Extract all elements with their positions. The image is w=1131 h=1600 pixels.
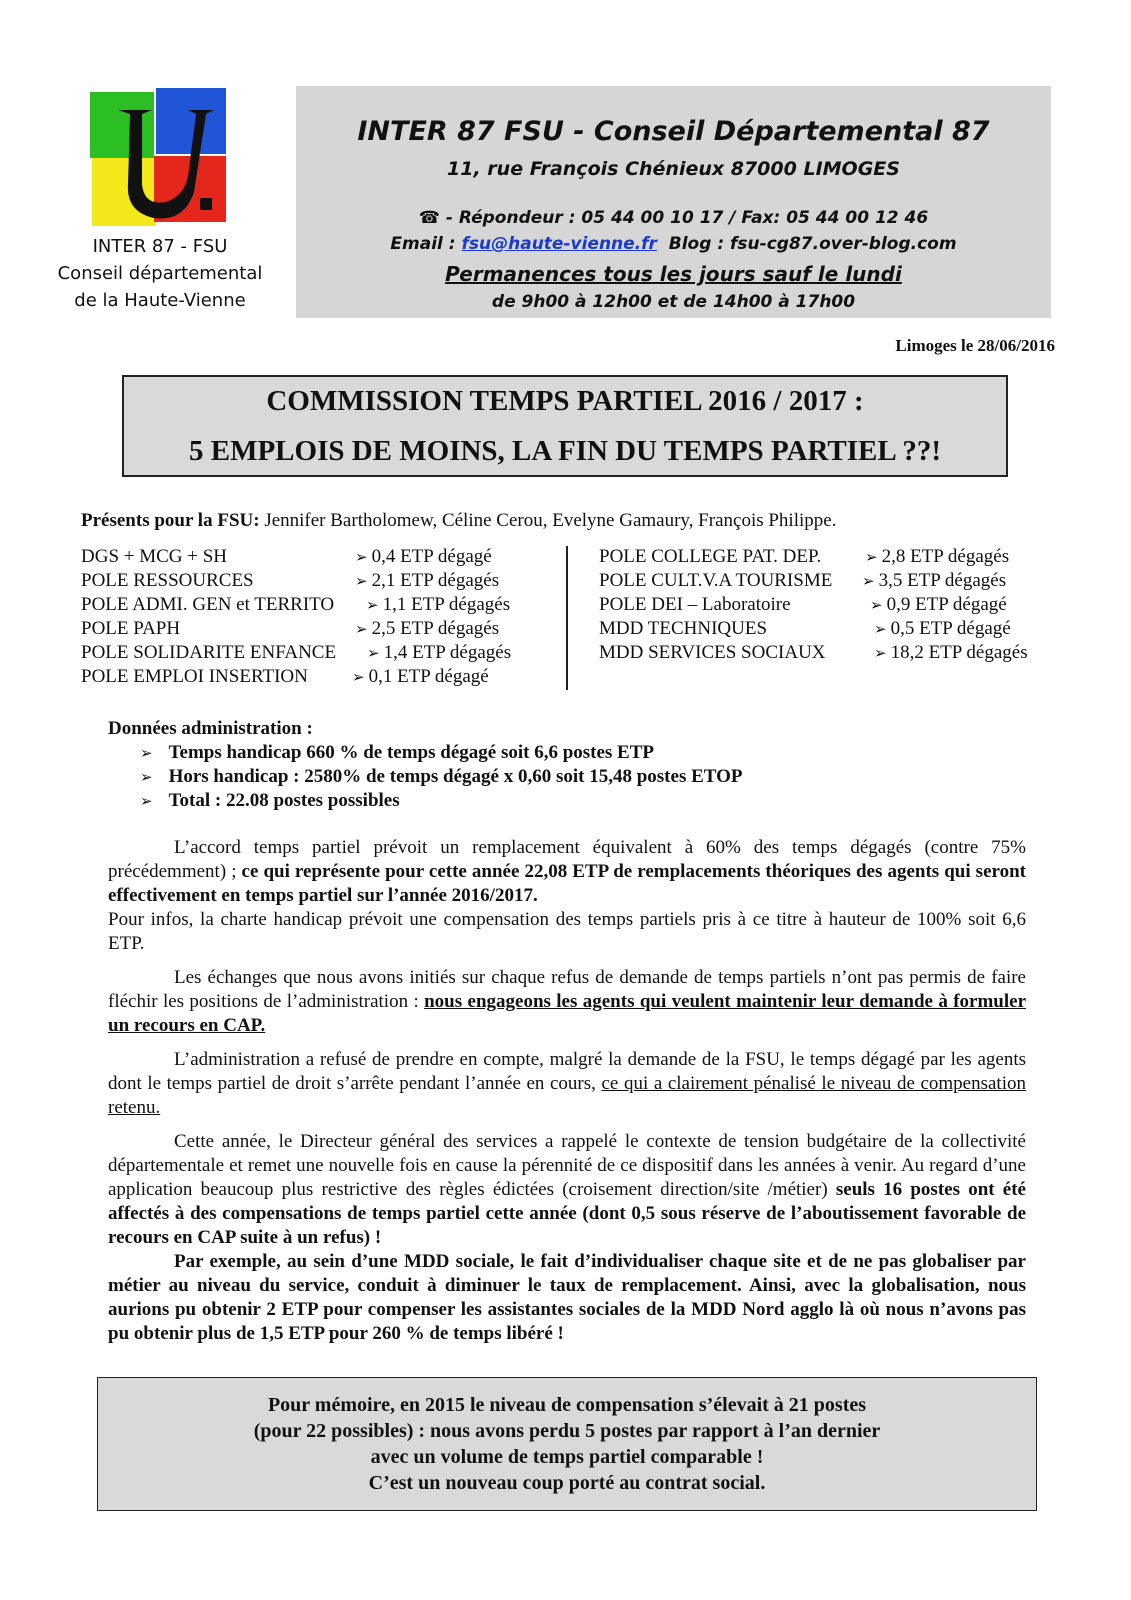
donnees-item: ➢ Hors handicap : 2580% de temps dégagé x 0,60 soit 15,48 postes ETOP xyxy=(140,766,743,787)
pole-value: ➢ 1,1 ETP dégagés xyxy=(366,594,511,615)
logo-caption-line2: Conseil départemental xyxy=(57,263,263,284)
pole-value: ➢ 2,5 ETP dégagés xyxy=(355,618,500,639)
logo-blue-square xyxy=(156,88,226,154)
paragraph-3: L’administration a refusé de prendre en compte, malgré la demande de la FSU, le temps dégagé par les agents dont le temps partiel de droit s’arrête pendant l’année en cours, ce qui a clairement pénalisé le niveau de compensation retenu. xyxy=(108,1049,1026,1118)
header-address: 11, rue François Chénieux 87000 LIMOGES xyxy=(447,158,900,180)
logo-dot xyxy=(200,198,212,210)
memo-line: avec un volume de temps partiel comparable ! xyxy=(370,1446,764,1468)
arrow-icon: ➢ xyxy=(355,620,368,638)
presents-line xyxy=(81,510,836,532)
pole-value: ➢ 1,4 ETP dégagés xyxy=(367,642,512,663)
pole-name: POLE PAPH xyxy=(81,618,181,639)
pole-value: ➢ 0,4 ETP dégagé xyxy=(355,546,492,567)
pole-name: POLE SOLIDARITE ENFANCE xyxy=(81,642,337,663)
logo-green-square xyxy=(90,92,154,158)
memo-line: C’est un nouveau coup porté au contrat social. xyxy=(368,1472,766,1494)
memo-line: Pour mémoire, en 2015 le niveau de compensation s’élevait à 21 postes xyxy=(267,1394,867,1416)
donnees-item: ➢ Total : 22.08 postes possibles xyxy=(140,790,400,811)
arrow-icon: ➢ xyxy=(140,744,153,762)
pole-name: MDD TECHNIQUES xyxy=(599,618,768,639)
arrow-icon: ➢ xyxy=(367,644,380,662)
donnees-item: ➢ Temps handicap 660 % de temps dégagé soit 6,6 postes ETP xyxy=(140,742,655,763)
paragraph-4: Cette année, le Directeur général des services a rappelé le contexte de tension budgétaire de la collectivité départementale et remet une nouvelle fois en cause la pérennité de ce dispositif dans les années à venir. Au regard d’une application beaucoup plus restrictive des règles édictées (croisement direction/site /métier) seuls 16 postes ont été affectés à des compensations de temps partiel cette année (dont 0,5 sous réserve de l’aboutissement favorable de recours en CAP suite à un refus) ! Par exemple, au sein d’une MDD sociale, le fait d’individualiser chaque site et de ne pas globaliser par métier au niveau du service, conduit à diminuer le taux de remplacement. Ainsi, avec la globalisation, nous aurions pu obtenir 2 ETP pour compenser les assistantes sociales de la MDD Nord agglo là où nous n’avons pas pu obtenir plus de 1,5 ETP pour 260 % de temps libéré ! xyxy=(108,1131,1026,1344)
blog-text: Blog : fsu-cg87.over-blog.com xyxy=(668,234,957,254)
arrow-icon: ➢ xyxy=(865,548,878,566)
arrow-icon: ➢ xyxy=(140,792,153,810)
pole-name: POLE ADMI. GEN et TERRITO xyxy=(81,594,335,615)
pole-value: ➢ 2,8 ETP dégagés xyxy=(865,546,1010,567)
header-permanences: Permanences tous les jours sauf le lundi xyxy=(445,262,902,286)
pole-value: ➢ 0,9 ETP dégagé xyxy=(870,594,1007,615)
pole-value: ➢ 0,5 ETP dégagé xyxy=(874,618,1011,639)
arrow-icon: ➢ xyxy=(874,620,887,638)
presents-label: Présents pour la FSU: xyxy=(81,510,260,531)
arrow-icon: ➢ xyxy=(140,768,153,786)
title-line2: 5 EMPLOIS DE MOINS, LA FIN DU TEMPS PARTIEL ??! xyxy=(188,435,941,467)
arrow-icon: ➢ xyxy=(355,572,368,590)
donnees-label: Données administration : xyxy=(108,718,313,739)
arrow-icon: ➢ xyxy=(355,548,368,566)
logo-caption-line1: INTER 87 - FSU xyxy=(92,236,228,257)
arrow-icon: ➢ xyxy=(862,572,875,590)
presents-names: Jennifer Bartholomew, Céline Cerou, Evelyne Gamaury, François Philippe. xyxy=(259,510,837,531)
arrow-icon: ➢ xyxy=(874,644,887,662)
email-label: Email : xyxy=(390,234,456,254)
pole-value: ➢ 3,5 ETP dégagés xyxy=(862,570,1007,591)
header-title: INTER 87 FSU - Conseil Départemental 87 xyxy=(357,116,990,147)
pole-name: MDD SERVICES SOCIAUX xyxy=(599,642,826,663)
pole-name: POLE EMPLOI INSERTION xyxy=(81,666,308,687)
memo-box xyxy=(97,1377,1037,1511)
header-hours: de 9h00 à 12h00 et de 14h00 à 17h00 xyxy=(491,292,856,312)
arrow-icon: ➢ xyxy=(870,596,883,614)
email-link[interactable]: fsu@haute-vienne.fr xyxy=(461,234,657,254)
memo-line: (pour 22 possibles) : nous avons perdu 5 postes par rapport à l’an dernier xyxy=(253,1420,881,1442)
fsu-logo xyxy=(88,88,230,228)
arrow-icon: ➢ xyxy=(366,596,379,614)
pole-value: ➢ 18,2 ETP dégagés xyxy=(874,642,1028,663)
paragraph-2: Les échanges que nous avons initiés sur chaque refus de demande de temps partiels n’ont pas permis de faire fléchir les positions de l’administration : nous engageons les agents qui veulent maintenir leur demande à formuler un recours en CAP. xyxy=(108,967,1026,1036)
header-box xyxy=(296,86,1051,318)
header-contact xyxy=(296,234,1051,254)
pole-name: DGS + MCG + SH xyxy=(81,546,228,567)
header-phone: ☎ - Répondeur : 05 44 00 10 17 / Fax: 05 44 00 12 46 xyxy=(418,208,929,228)
pole-name: POLE COLLEGE PAT. DEP. xyxy=(599,546,822,567)
title-line1: COMMISSION TEMPS PARTIEL 2016 / 2017 : xyxy=(266,385,864,417)
logo-caption-line3: de la Haute-Vienne xyxy=(74,290,246,311)
pole-value: ➢ 0,1 ETP dégagé xyxy=(352,666,489,687)
arrow-icon: ➢ xyxy=(352,668,365,686)
pole-name: POLE DEI – Laboratoire xyxy=(599,594,791,615)
logo-yellow-square xyxy=(92,158,156,226)
title-box xyxy=(122,375,1008,477)
pole-name: POLE RESSOURCES xyxy=(81,570,254,591)
document-date: Limoges le 28/06/2016 xyxy=(895,336,1055,355)
pole-value: ➢ 2,1 ETP dégagés xyxy=(355,570,500,591)
column-divider xyxy=(566,546,568,690)
pole-name: POLE CULT.V.A TOURISME xyxy=(599,570,833,591)
paragraph-1: L’accord temps partiel prévoit un remplacement équivalent à 60% des temps dégagés (contre 75% précédemment) ; ce qui représente pour cette année 22,08 ETP de remplacements théoriques des agents qui seront effectivement en temps partiel sur l’année 2016/2017. Pour infos, la charte handicap prévoit une compensation des temps partiels pris à ce titre à hauteur de 100% soit 6,6 ETP. xyxy=(108,837,1026,954)
